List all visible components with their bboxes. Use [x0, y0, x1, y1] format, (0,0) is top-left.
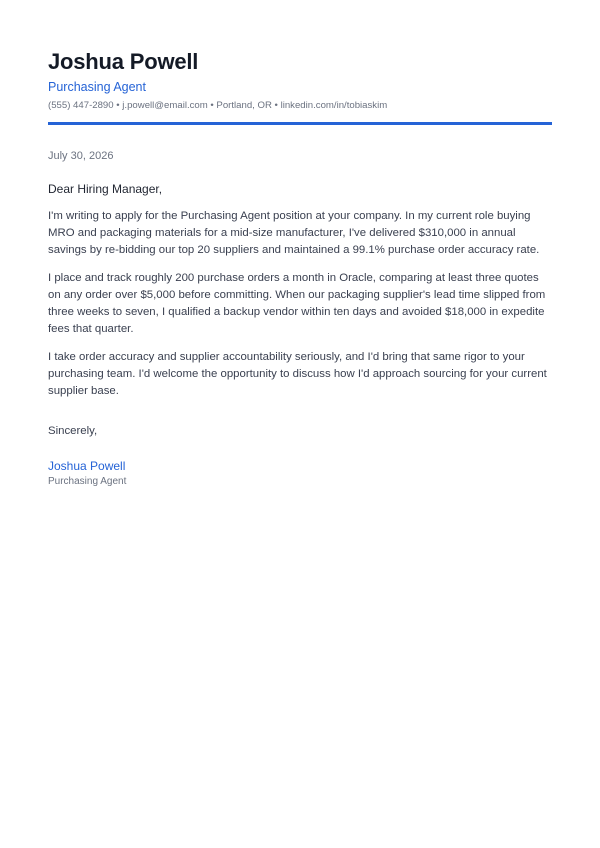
applicant-title: Purchasing Agent — [48, 80, 146, 94]
signature-title: Purchasing Agent — [48, 476, 127, 487]
body-paragraph-3: I take order accuracy and supplier accountability seriously, and I'd bring that same rigor to your purchasing team. I'd welcome the opportunity to discuss how I'd approach sourcing for your current supplier base. — [48, 351, 547, 397]
applicant-name: Joshua Powell — [48, 49, 199, 74]
header-divider — [48, 122, 552, 125]
signature-name: Joshua Powell — [48, 459, 126, 473]
contact-line: (555) 447-2890 • j.powell@email.com • Portland, OR • linkedin.com/in/tobiaskim — [48, 100, 388, 111]
salutation: Dear Hiring Manager, — [48, 182, 163, 196]
body-paragraph-2: I place and track roughly 200 purchase orders a month in Oracle, comparing at least three quotes on any order over $5,000 before committing. When our packaging supplier's lead time slipped from three weeks to seven, I qualified a backup vendor within ten days and avoided $18,000 in expedite fees that quarter. — [48, 272, 546, 335]
letter-header — [48, 48, 552, 125]
body-paragraph-1: I'm writing to apply for the Purchasing Agent position at your company. In my current role buying MRO and packaging materials for a mid-size manufacturer, I've delivered $310,000 in annual savings by re-bidding our top 20 suppliers and maintained a 99.1% purchase order accuracy rate. — [48, 210, 540, 256]
closing: Sincerely, — [48, 425, 98, 437]
cover-letter-page — [48, 48, 552, 488]
letter-date: July 30, 2026 — [48, 150, 114, 162]
